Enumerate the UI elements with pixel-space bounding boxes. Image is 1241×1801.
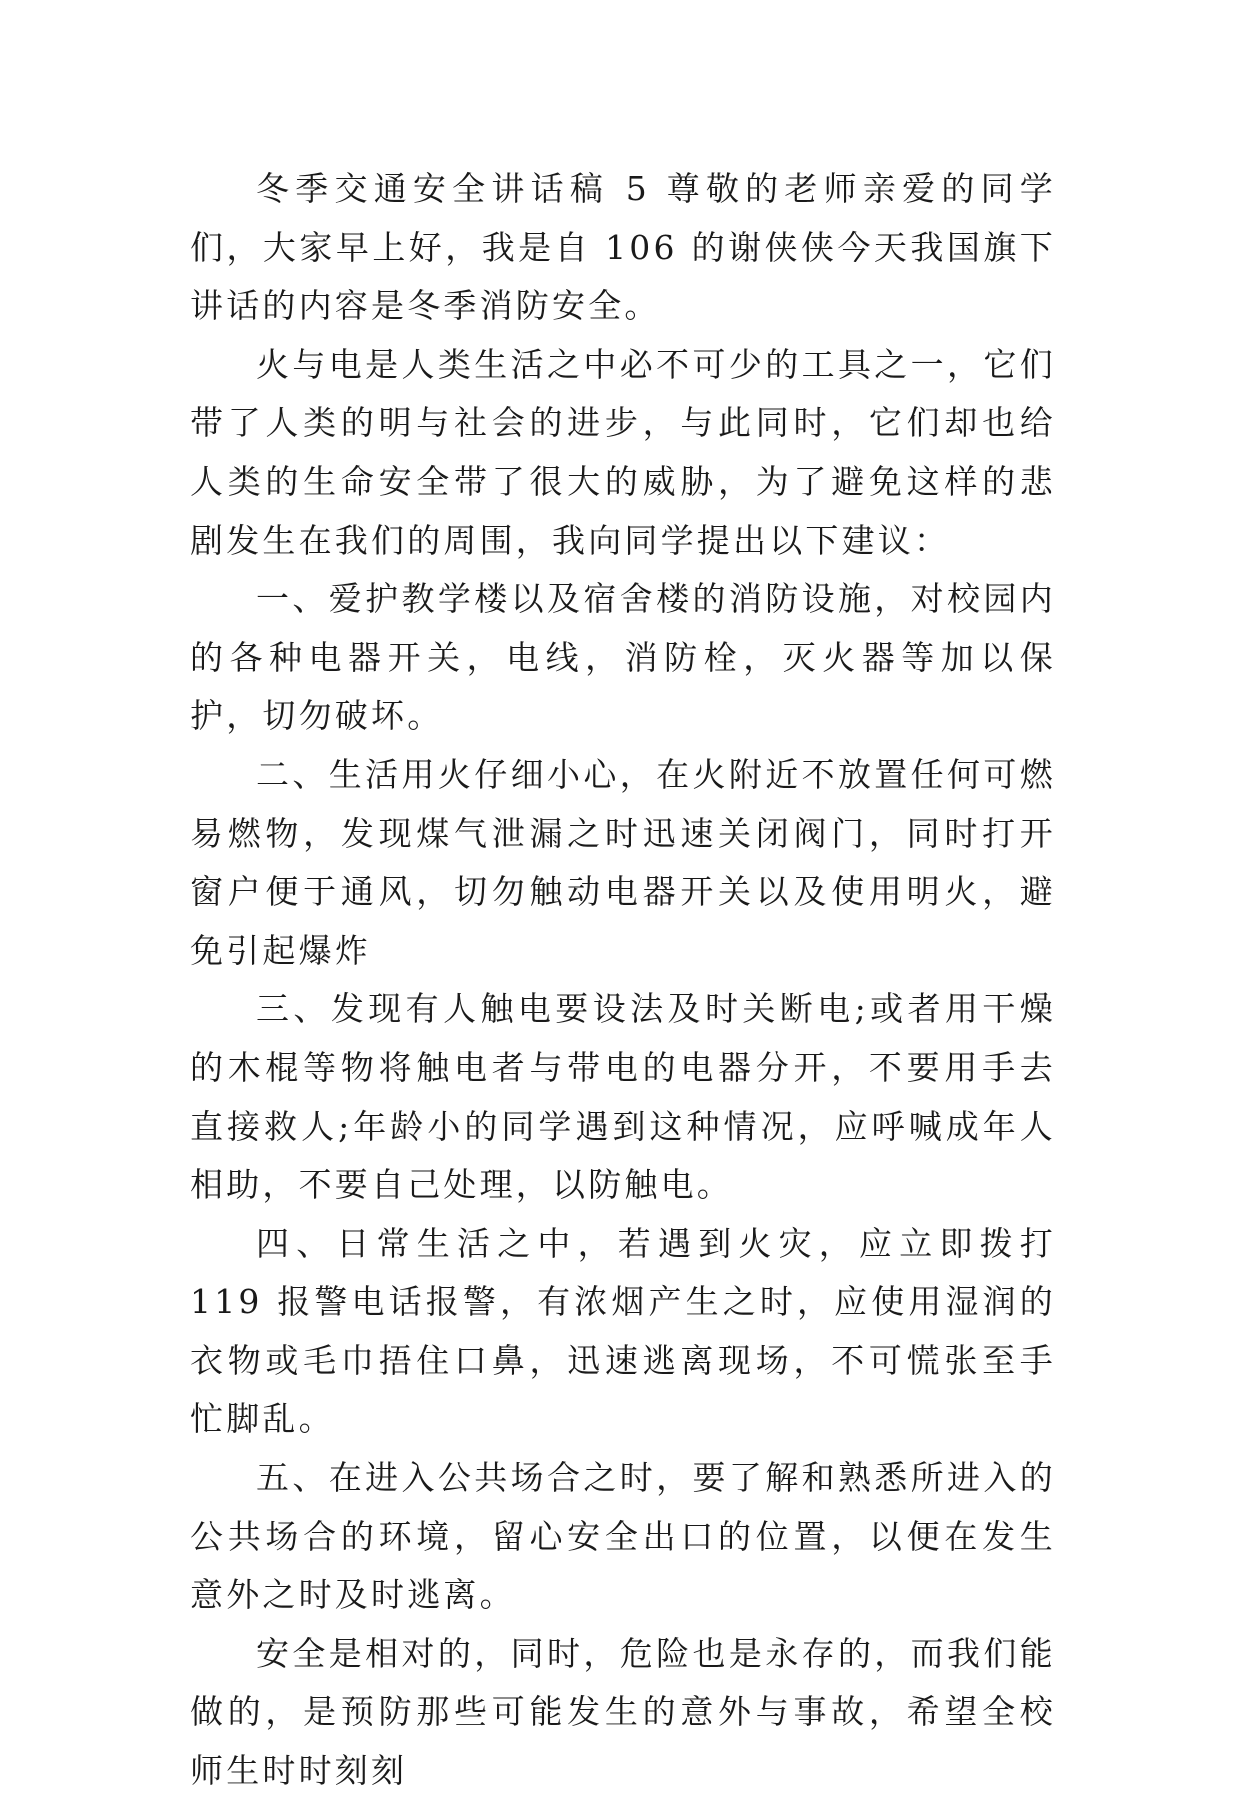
paragraph-conclusion: 安全是相对的，同时，危险也是永存的，而我们能做的，是预防那些可能发生的意外与事故，希望全校师生时时刻刻 bbox=[190, 1633, 1056, 1791]
paragraph-suggestion-1: 一、爱护教学楼以及宿舍楼的消防设施，对校园内的各种电器开关，电线，消防栓，灭火器等加以保护，切勿破坏。 bbox=[190, 579, 1056, 736]
paragraph-suggestion-2: 二、生活用火仔细小心，在火附近不放置任何可燃易燃物，发现煤气泄漏之时迅速关闭阀门，同时打开窗户便于通风，切勿触动电器开关以及使用明火，避免引起爆炸 bbox=[190, 754, 1056, 970]
paragraph-suggestion-5: 五、在进入公共场合之时，要了解和熟悉所进入的公共场合的环境，留心安全出口的位置，以便在发生意外之时及时逃离。 bbox=[190, 1458, 1056, 1615]
paragraph-suggestion-3: 三、发现有人触电要设法及时关断电;或者用干燥的木棍等物将触电者与带电的电器分开，不要用手去直接救人;年龄小的同学遇到这种情况，应呼喊成年人相助，不要自己处理，以防触电。 bbox=[190, 989, 1056, 1205]
document-body bbox=[190, 160, 1056, 1801]
paragraph-suggestion-4: 四、日常生活之中，若遇到火灾，应立即拨打 119 报警电话报警，有浓烟产生之时，应使用湿润的衣物或毛巾捂住口鼻，迅速逃离现场，不可慌张至手忙脚乱。 bbox=[190, 1223, 1056, 1439]
paragraph-fire-electricity: 火与电是人类生活之中必不可少的工具之一，它们带了人类的明与社会的进步，与此同时，它们却也给人类的生命安全带了很大的威胁，为了避免这样的悲剧发生在我们的周围，我向同学提出以下建议： bbox=[190, 344, 1056, 560]
paragraph-intro: 冬季交通安全讲话稿 5 尊敬的老师亲爱的同学们，大家早上好，我是自 106 的谢侠侠今天我国旗下讲话的内容是冬季消防安全。 bbox=[190, 169, 1056, 326]
